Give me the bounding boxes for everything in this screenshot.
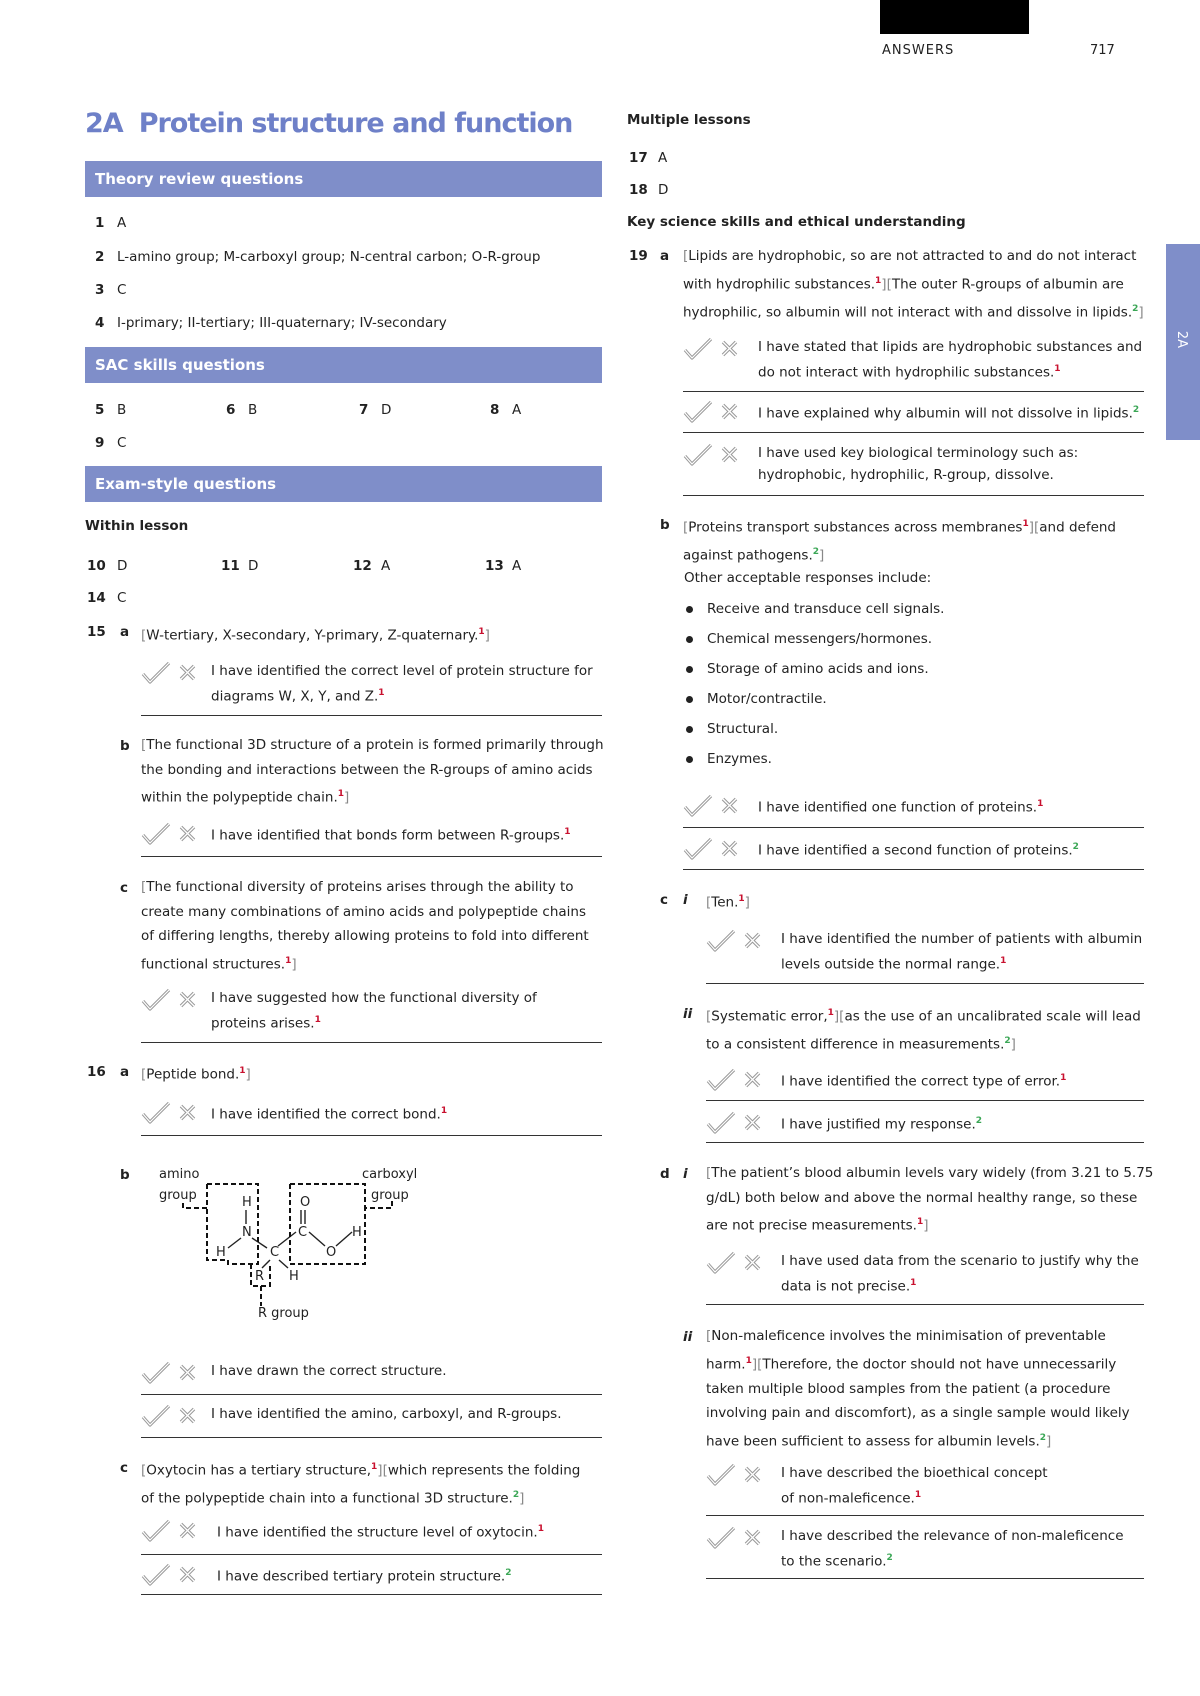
check-icon[interactable] bbox=[683, 837, 713, 861]
criterion-line: I have used key biological terminology such as: bbox=[758, 445, 1079, 461]
part-label: a bbox=[660, 248, 670, 264]
other-responses-intro: Other acceptable responses include: bbox=[684, 570, 932, 586]
answer: A bbox=[117, 215, 127, 231]
subpart-label: ii bbox=[683, 1006, 693, 1022]
answer-line: The functional diversity of proteins arises through the ability to bbox=[146, 879, 574, 895]
q-number: 2 bbox=[95, 249, 105, 265]
q-number: 11 bbox=[221, 558, 240, 574]
atom-o: O bbox=[300, 1195, 311, 1210]
divider bbox=[683, 869, 1144, 870]
divider bbox=[141, 1594, 602, 1595]
answer-text: [Peptide bond.$^1$] bbox=[141, 1066, 251, 1083]
mark-1: 1 bbox=[440, 1106, 448, 1116]
criterion-line: I have identified a second function of proteins. bbox=[758, 842, 1073, 859]
bullet-item: Storage of amino acids and ions. bbox=[707, 661, 929, 677]
criterion-line: hydrophobic, hydrophilic, R-group, dissolve. bbox=[758, 467, 1054, 483]
cross-icon[interactable] bbox=[179, 1522, 196, 1539]
cross-icon[interactable] bbox=[744, 932, 761, 949]
criterion-line: I have identified the correct type of error. bbox=[781, 1073, 1061, 1090]
answer-sentence: Peptide bond. bbox=[146, 1066, 240, 1083]
divider bbox=[683, 827, 1144, 828]
criterion-text bbox=[211, 821, 571, 847]
cross-icon[interactable] bbox=[744, 1114, 761, 1131]
answer: D bbox=[381, 402, 392, 418]
q-number: 3 bbox=[95, 282, 105, 298]
mark-1: 1 bbox=[1060, 1073, 1067, 1083]
q-number: 8 bbox=[490, 402, 500, 418]
answer-line: Therefore, the doctor should not have unnecessarily bbox=[762, 1356, 1117, 1372]
criterion-line: proteins arises. bbox=[211, 1015, 315, 1032]
atom-h: H bbox=[352, 1225, 362, 1240]
mark-1: 1 bbox=[239, 1066, 246, 1076]
bullet-item: Receive and transduce cell signals. bbox=[707, 601, 945, 617]
criterion-text bbox=[217, 1562, 511, 1588]
answer: A bbox=[381, 558, 391, 574]
criterion-line: do not interact with hydrophilic substances. bbox=[758, 364, 1055, 381]
mark-2: 2 bbox=[1132, 303, 1139, 314]
mark-2: 2 bbox=[1004, 1036, 1011, 1046]
criterion-line: I have identified one function of proteins. bbox=[758, 799, 1038, 816]
divider bbox=[141, 1554, 602, 1555]
check-icon[interactable] bbox=[706, 1111, 736, 1135]
key-science-heading: Key science skills and ethical understanding bbox=[627, 214, 966, 230]
criterion-text bbox=[758, 793, 1043, 819]
criterion-text bbox=[781, 1525, 1124, 1573]
mark-1: 1 bbox=[378, 688, 385, 698]
q-number: 19 bbox=[629, 248, 648, 264]
cross-icon[interactable] bbox=[179, 991, 196, 1008]
answer-line: have been sufficient to assess for albumin levels. bbox=[706, 1433, 1040, 1449]
criterion-line: I have stated that lipids are hydrophobic substances and bbox=[758, 339, 1143, 355]
q-number: 4 bbox=[95, 315, 105, 331]
answer-text: [Non-maleficence involves the minimisation of preventable harm.$^1$][Therefore, the doctor should not have unnecessarily taken multiple blood samples from the patient (a procedure involving pain and discomfort), as a single sample would likely have been sufficient to assess for albumin levels.$^2$] bbox=[706, 1328, 1130, 1449]
criterion-text bbox=[781, 928, 1142, 976]
q-number: 10 bbox=[87, 558, 106, 574]
q-number: 18 bbox=[629, 182, 648, 198]
answer-line: harm. bbox=[706, 1356, 746, 1372]
criterion-line: I have identified the number of patients with albumin bbox=[781, 931, 1143, 947]
criterion-line: I have identified the amino, carboxyl, and R-groups. bbox=[211, 1406, 562, 1422]
chapter-title-text: Protein structure and function bbox=[138, 108, 573, 139]
criterion-text bbox=[211, 987, 537, 1035]
mark-1: 1 bbox=[1000, 956, 1007, 966]
answer-line: within the polypeptide chain. bbox=[141, 789, 338, 806]
answer: D bbox=[658, 182, 669, 198]
answer-line: The outer R-groups of albumin are bbox=[891, 276, 1124, 292]
answer-line: which represents the folding bbox=[387, 1462, 581, 1479]
divider bbox=[706, 1515, 1144, 1516]
bullet-dot bbox=[686, 606, 693, 613]
cross-icon[interactable] bbox=[744, 1071, 761, 1088]
cross-icon[interactable] bbox=[721, 446, 738, 463]
criterion-text bbox=[211, 1360, 447, 1382]
check-icon[interactable] bbox=[706, 1463, 736, 1487]
answer-text: [Systematic error,$^1$][as the use of an uncalibrated scale will lead to a consistent difference in measurements.$^2$] bbox=[706, 1008, 1141, 1053]
cross-icon[interactable] bbox=[179, 664, 196, 681]
r-group-label: R group bbox=[258, 1306, 309, 1321]
check-icon[interactable] bbox=[141, 1519, 171, 1543]
q-number: 15 bbox=[87, 624, 106, 640]
amino-acid-structure-diagram bbox=[150, 1160, 418, 1325]
bullet-item: Motor/contractile. bbox=[707, 691, 827, 707]
part-label: c bbox=[660, 892, 669, 908]
criterion-text bbox=[758, 336, 1142, 384]
check-icon[interactable] bbox=[706, 929, 736, 953]
mark-1: 1 bbox=[910, 1278, 917, 1288]
answer-line: taken multiple blood samples from the patient (a procedure bbox=[706, 1380, 1111, 1397]
answer-line: Lipids are hydrophobic, so are not attracted to and do not interact bbox=[688, 248, 1137, 264]
divider bbox=[706, 1304, 1144, 1305]
q-number: 9 bbox=[95, 435, 105, 451]
mark-1: 1 bbox=[914, 1490, 922, 1500]
subpart-label: i bbox=[683, 892, 688, 908]
mark-1: 1 bbox=[1022, 519, 1029, 529]
bullet-item: Structural. bbox=[707, 721, 779, 737]
criterion-line: diagrams W, X, Y, and Z. bbox=[211, 688, 379, 705]
check-icon[interactable] bbox=[141, 1361, 171, 1385]
part-label: a bbox=[120, 624, 130, 640]
mark-2: 2 bbox=[1132, 405, 1140, 415]
cross-icon[interactable] bbox=[721, 403, 738, 420]
mark-1: 1 bbox=[371, 1462, 378, 1472]
within-lesson-heading: Within lesson bbox=[85, 518, 189, 534]
answer: L-amino group; M-carboxyl group; N-central carbon; O-R-group bbox=[117, 249, 541, 265]
criterion-line: I have identified that bonds form between R-groups. bbox=[211, 827, 565, 844]
atom-r: R bbox=[255, 1269, 265, 1284]
answer-line: as the use of an uncalibrated scale will lead bbox=[844, 1008, 1141, 1025]
q-number: 17 bbox=[629, 150, 648, 166]
answer-text: [Ten.$^1$] bbox=[706, 894, 750, 911]
answer-line: of differing lengths, thereby allowing proteins to fold into different bbox=[141, 928, 589, 944]
cross-icon[interactable] bbox=[721, 797, 738, 814]
mark-1: 1 bbox=[738, 894, 745, 904]
cross-icon[interactable] bbox=[179, 1364, 196, 1381]
atom-o: O bbox=[326, 1245, 337, 1260]
criterion-line: I have described tertiary protein structure. bbox=[217, 1568, 506, 1585]
part-label: c bbox=[120, 1460, 129, 1476]
divider bbox=[683, 391, 1144, 392]
part-label: b bbox=[120, 738, 130, 754]
answer-line: the bonding and interactions between the R-groups of amino acids bbox=[141, 761, 593, 778]
chapter-side-tab[interactable] bbox=[1166, 244, 1200, 440]
cross-icon[interactable] bbox=[179, 1104, 196, 1121]
answer-line: hydrophilic, so albumin will not interact with and dissolve in lipids. bbox=[683, 304, 1133, 320]
page-number: 717 bbox=[1090, 43, 1115, 58]
divider bbox=[141, 1135, 602, 1136]
answer-line: Non-maleficence involves the minimisation of preventable bbox=[711, 1328, 1106, 1344]
answer: B bbox=[117, 402, 127, 418]
cross-icon[interactable] bbox=[721, 340, 738, 357]
theory-review-band: Theory review questions bbox=[85, 161, 602, 197]
criterion-line: I have justified my response. bbox=[781, 1116, 976, 1133]
criterion-line: of non-maleficence. bbox=[781, 1490, 915, 1507]
criterion-text bbox=[758, 836, 1079, 862]
check-icon[interactable] bbox=[141, 822, 171, 846]
cross-icon[interactable] bbox=[721, 840, 738, 857]
q-number: 6 bbox=[226, 402, 236, 418]
carboxyl-group-label: group bbox=[371, 1188, 409, 1203]
divider bbox=[141, 1394, 602, 1395]
answer-line: of the polypeptide chain into a functional 3D structure. bbox=[141, 1490, 513, 1507]
chapter-number: 2A bbox=[85, 108, 123, 139]
amino-group-label: group bbox=[159, 1188, 197, 1203]
mark-1: 1 bbox=[875, 275, 882, 286]
check-icon[interactable] bbox=[706, 1251, 736, 1275]
answer: A bbox=[658, 150, 668, 166]
bullet-dot bbox=[686, 756, 693, 763]
part-label: a bbox=[120, 1064, 130, 1080]
answer-text: [The patient’s blood albumin levels vary widely (from 3.21 to 5.75 g/dL) both below and above the normal healthy range, so these are not precise measurements.$^1$] bbox=[706, 1165, 1154, 1234]
answer-line: Systematic error, bbox=[711, 1008, 828, 1025]
answer-line: The patient’s blood albumin levels vary widely (from 3.21 to 5.75 bbox=[711, 1165, 1154, 1181]
answer: C bbox=[117, 282, 127, 298]
cross-icon[interactable] bbox=[744, 1254, 761, 1271]
mark-1: 1 bbox=[916, 1217, 924, 1227]
criterion-text bbox=[781, 1250, 1139, 1298]
answer-line: functional structures. bbox=[141, 956, 286, 972]
criterion-line: I have used data from the scenario to justify why the bbox=[781, 1253, 1139, 1269]
part-label: b bbox=[660, 517, 670, 533]
check-icon[interactable] bbox=[706, 1526, 736, 1550]
answer: C bbox=[117, 435, 127, 451]
criterion-line: I have explained why albumin will not dissolve in lipids. bbox=[758, 405, 1133, 422]
amino-label: amino bbox=[159, 1167, 200, 1182]
chapter-title bbox=[85, 108, 572, 139]
multiple-lessons-heading: Multiple lessons bbox=[627, 112, 751, 128]
criterion-line: I have identified the structure level of oxytocin. bbox=[217, 1524, 538, 1541]
answer-text: [Proteins transport substances across membranes$^1$][and defend against pathogens.$^2$] bbox=[683, 519, 1116, 564]
answer: A bbox=[512, 558, 522, 574]
q-number: 7 bbox=[359, 402, 369, 418]
atom-h: H bbox=[289, 1269, 299, 1284]
divider bbox=[683, 432, 1144, 433]
divider bbox=[706, 1100, 1144, 1101]
mark-2: 2 bbox=[1072, 842, 1079, 852]
divider bbox=[706, 983, 1144, 984]
sac-skills-band: SAC skills questions bbox=[85, 347, 602, 383]
mark-1: 1 bbox=[337, 789, 345, 799]
check-icon[interactable] bbox=[683, 794, 713, 818]
divider bbox=[141, 1437, 602, 1438]
answer-sentence: W-tertiary, X-secondary, Y-primary, Z-quaternary. bbox=[146, 627, 479, 644]
criterion-line: I have described the bioethical concept bbox=[781, 1465, 1048, 1481]
side-tab-label: 2A bbox=[1174, 330, 1190, 349]
check-icon[interactable] bbox=[706, 1068, 736, 1092]
mark-1: 1 bbox=[478, 627, 485, 637]
criterion-line: I have suggested how the functional diversity of bbox=[211, 990, 537, 1006]
mark-1: 1 bbox=[827, 1008, 834, 1018]
mark-2: 2 bbox=[886, 1553, 893, 1563]
check-icon[interactable] bbox=[141, 661, 171, 685]
answer: I-primary; II-tertiary; III-quaternary; IV-secondary bbox=[117, 315, 447, 331]
criterion-text bbox=[781, 1462, 1048, 1510]
check-icon[interactable] bbox=[683, 443, 713, 467]
check-icon[interactable] bbox=[141, 1101, 171, 1125]
subpart-label: ii bbox=[683, 1329, 693, 1345]
mark-1: 1 bbox=[1054, 364, 1061, 374]
cross-icon[interactable] bbox=[179, 1566, 196, 1583]
criterion-text bbox=[211, 1100, 447, 1126]
cross-icon[interactable] bbox=[179, 1407, 196, 1424]
bullet-dot bbox=[686, 696, 693, 703]
answer-line: Oxytocin has a tertiary structure, bbox=[146, 1462, 372, 1479]
atom-c-alpha: C bbox=[270, 1245, 280, 1260]
criterion-line: levels outside the normal range. bbox=[781, 956, 1001, 973]
q-number: 16 bbox=[87, 1064, 106, 1080]
mark-2: 2 bbox=[975, 1116, 983, 1126]
answer-sentence: Ten. bbox=[711, 894, 739, 911]
answer-text: [Oxytocin has a tertiary structure,$^1$][which represents the folding of the polypeptide chain into a functional 3D structure.$^2$] bbox=[141, 1462, 581, 1507]
criterion-line: data is not precise. bbox=[781, 1278, 911, 1295]
answer-line: are not precise measurements. bbox=[706, 1217, 917, 1234]
answer: B bbox=[248, 402, 258, 418]
bullet-item: Chemical messengers/hormones. bbox=[707, 631, 933, 647]
atom-h: H bbox=[216, 1245, 226, 1260]
bullet-dot bbox=[686, 726, 693, 733]
bullet-dot bbox=[686, 636, 693, 643]
bullet-item: Enzymes. bbox=[707, 751, 772, 767]
atom-n: N bbox=[242, 1225, 252, 1240]
divider bbox=[141, 1042, 602, 1043]
part-label: b bbox=[120, 1167, 130, 1183]
criterion-line: I have identified the correct bond. bbox=[211, 1106, 441, 1123]
atom-h: H bbox=[242, 1195, 252, 1210]
mark-1: 1 bbox=[285, 955, 292, 966]
cross-icon[interactable] bbox=[744, 1529, 761, 1546]
check-icon[interactable] bbox=[141, 988, 171, 1012]
divider bbox=[141, 715, 602, 716]
check-icon[interactable] bbox=[683, 400, 713, 424]
criterion-line: I have identified the correct level of protein structure for bbox=[211, 663, 593, 679]
atom-c-carboxyl: C bbox=[298, 1225, 308, 1240]
mark-1: 1 bbox=[745, 1355, 752, 1366]
part-label: c bbox=[120, 880, 129, 896]
answer-line: g/dL) both below and above the normal healthy range, so these bbox=[706, 1189, 1138, 1206]
q-number: 1 bbox=[95, 215, 105, 231]
part-label: d bbox=[660, 1166, 670, 1182]
answer-text: [The functional diversity of proteins arises through the ability to create many combinations of amino acids and polypeptide chains of differing lengths, thereby allowing proteins to fold into different functional structures.$^1$] bbox=[141, 879, 589, 972]
check-icon[interactable] bbox=[141, 1563, 171, 1587]
subpart-label: i bbox=[683, 1166, 688, 1182]
answer-line: to a consistent difference in measurements. bbox=[706, 1036, 1005, 1053]
answer-line: create many combinations of amino acids and polypeptide chains bbox=[141, 903, 586, 920]
criterion-line: to the scenario. bbox=[781, 1553, 887, 1570]
criterion-text bbox=[217, 1518, 544, 1544]
divider bbox=[706, 1578, 1144, 1579]
mark-2: 2 bbox=[812, 547, 820, 557]
q-number: 5 bbox=[95, 402, 105, 418]
header-black-bar bbox=[880, 0, 1029, 34]
answer-line: and defend bbox=[1039, 519, 1116, 536]
running-header: ANSWERS bbox=[882, 43, 955, 58]
divider bbox=[706, 1142, 1144, 1143]
mark-2: 2 bbox=[1039, 1432, 1046, 1443]
criterion-text bbox=[781, 1067, 1066, 1093]
criterion-line: I have drawn the correct structure. bbox=[211, 1363, 447, 1379]
answer: D bbox=[117, 558, 128, 574]
exam-style-band: Exam-style questions bbox=[85, 466, 602, 502]
answer: D bbox=[248, 558, 259, 574]
check-icon[interactable] bbox=[141, 1404, 171, 1428]
q-number: 14 bbox=[87, 590, 106, 606]
mark-2: 2 bbox=[512, 1490, 520, 1500]
divider bbox=[141, 856, 602, 857]
answer: A bbox=[512, 402, 522, 418]
bullet-dot bbox=[686, 666, 693, 673]
mark-2: 2 bbox=[505, 1568, 512, 1578]
answer: C bbox=[117, 590, 127, 606]
answer-text: [The functional 3D structure of a protein is formed primarily through the bonding and interactions between the R-groups of amino acids within the polypeptide chain.$^1$] bbox=[141, 737, 604, 806]
mark-1: 1 bbox=[537, 1524, 544, 1534]
q-number: 12 bbox=[353, 558, 372, 574]
answer-text: [W-tertiary, X-secondary, Y-primary, Z-quaternary.$^1$] bbox=[141, 627, 490, 644]
answer-line: The functional 3D structure of a protein is formed primarily through bbox=[146, 737, 604, 753]
q-number: 13 bbox=[485, 558, 504, 574]
answer-text: [Lipids are hydrophobic, so are not attracted to and do not interact with hydrophilic substances.$^1$][The outer R-groups of albumin are hydrophilic, so albumin will not interact with and dissolve in lipids.$^2$] bbox=[683, 248, 1144, 320]
cross-icon[interactable] bbox=[744, 1466, 761, 1483]
criterion-text bbox=[758, 442, 1078, 486]
carboxyl-label: carboxyl bbox=[362, 1167, 418, 1182]
criterion-text bbox=[211, 1403, 562, 1425]
answer-line: Proteins transport substances across membranes bbox=[688, 519, 1023, 536]
check-icon[interactable] bbox=[683, 337, 713, 361]
mark-1: 1 bbox=[314, 1015, 321, 1025]
criterion-text bbox=[781, 1110, 982, 1136]
answer-line: with hydrophilic substances. bbox=[683, 276, 876, 292]
criterion-text bbox=[758, 399, 1139, 425]
divider bbox=[683, 495, 1144, 496]
answer-line: against pathogens. bbox=[683, 547, 813, 564]
mark-1: 1 bbox=[1037, 799, 1044, 809]
answer-line: involving pain and discomfort), as a single sample would likely bbox=[706, 1405, 1130, 1421]
criterion-line: I have described the relevance of non-maleficence bbox=[781, 1528, 1124, 1544]
mark-1: 1 bbox=[564, 827, 571, 837]
criterion-text bbox=[211, 660, 593, 708]
cross-icon[interactable] bbox=[179, 825, 196, 842]
